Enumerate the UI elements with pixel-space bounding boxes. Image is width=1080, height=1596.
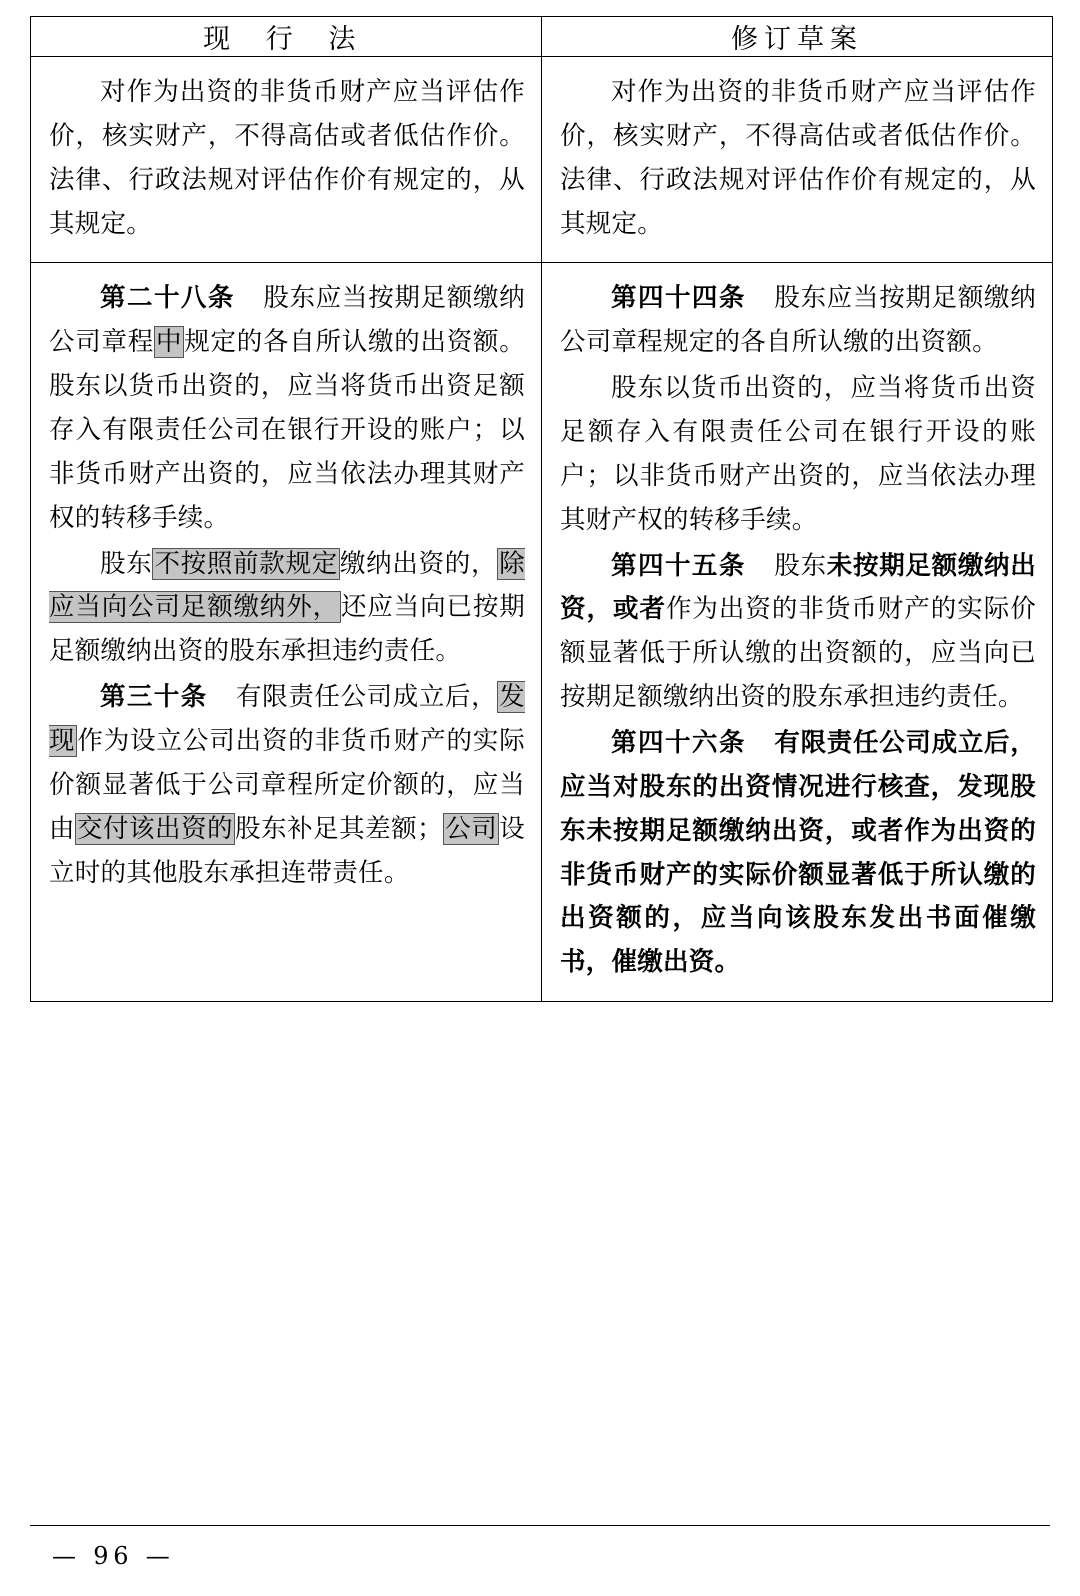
page-number: — 96 — (52, 1542, 175, 1570)
spacer (235, 277, 263, 321)
bold-text: ，或者 (586, 594, 666, 625)
paragraph (560, 367, 1036, 542)
column-header-revision-draft-label: 修订草案 (731, 24, 863, 55)
spacer (746, 722, 774, 766)
article-number: 第二十八条 (100, 283, 235, 314)
article-number: 第四十五条 (611, 550, 746, 581)
text-run: 还应当向已按期足额缴纳出资的股东承担违约责任。 (49, 592, 525, 667)
paragraph (560, 277, 1036, 365)
table-row (31, 263, 1053, 1002)
text-run: 对作为出资的非货币财产应当评估作价，核实财产，不得高估或者低估作价。法律、行政法规对评估作价有规定的，从其规定。 (560, 77, 1036, 239)
highlighted-text: 交付该出资的 (77, 813, 234, 844)
text-run: 缴纳出资的， (339, 548, 498, 579)
cell-revision-draft-2 (542, 263, 1053, 1002)
column-header-current-law (31, 17, 542, 57)
text-run: 作为出资的非货币财产的实际价额显著低于所认缴的出资额的，应当向已按期足额缴纳出资的股东承担违约责任。 (560, 594, 1036, 713)
table-row (31, 57, 1053, 263)
spacer (208, 676, 236, 720)
text-run: 股东以货币出资的，应当将货币出资足额存入有限责任公司在银行开设的账户；以非货币财产出资的，应当依法办理其财产权的转移手续。 (560, 373, 1036, 535)
highlighted-text: 除应当向公司足额缴纳外， (49, 548, 526, 623)
paragraph (49, 71, 525, 246)
text-run: 对作为出资的非货币财产应当评估作价，核实财产，不得高估或者低估作价。法律、行政法规对评估作价有规定的，从其规定。 (49, 77, 525, 239)
text-run: 股东应当按期足额缴纳公司章程 (49, 283, 525, 358)
article-number: 第三十条 (100, 682, 208, 713)
text-run: 作为设立公司出资的非货币财产的实际价额显著低于公司章程所定价额的，应当由 (49, 726, 525, 844)
highlighted-text: 中 (156, 327, 183, 358)
text-run: 有限责任公司成立后， (235, 682, 498, 713)
footer-divider (30, 1525, 1050, 1526)
text-run: 股东 (773, 550, 827, 581)
paragraph (560, 545, 1036, 720)
paragraph (49, 543, 525, 675)
bold-text: 未按期足额缴纳出资 (560, 550, 1037, 625)
cell-content (31, 263, 541, 911)
paragraph (49, 277, 525, 540)
paragraph (560, 71, 1036, 246)
cell-content (542, 57, 1052, 262)
bold-text: 有限责任公司成立后，应当对股东的出资情况进行核查，发现股东未按期足额缴纳出资，或者作为出资的非货币财产的实际价额显著低于所认缴的出资额的，应当向该股东发出书面催缴书，催缴出资。 (560, 728, 1036, 978)
comparison-table (30, 16, 1053, 1002)
highlighted-text: 发现 (49, 682, 525, 757)
article-number: 第四十四条 (611, 283, 746, 314)
text-run: 股东补足其差额； (235, 813, 443, 844)
text-run: 股东应当按期足额缴纳公司章程规定的各自所认缴的出资额。 (560, 283, 1036, 358)
cell-revision-draft-1 (542, 57, 1053, 263)
paragraph (560, 722, 1036, 985)
column-header-current-law-label: 现 行 法 (203, 24, 369, 55)
cell-content (31, 57, 541, 262)
cell-current-law-1 (31, 57, 542, 263)
text-run: 股东 (100, 548, 153, 579)
table-header-row (31, 17, 1053, 57)
paragraph (49, 676, 525, 895)
cell-content (542, 263, 1052, 1001)
highlighted-text: 公司 (444, 813, 498, 844)
highlighted-text: 不按照前款规定 (154, 548, 338, 579)
text-run: 设立时的其他股东承担连带责任。 (49, 813, 525, 888)
cell-current-law-2 (31, 263, 542, 1002)
article-number: 第四十六条 (611, 728, 746, 759)
spacer (746, 545, 774, 589)
text-run: 规定的各自所认缴的出资额。股东以货币出资的，应当将货币出资足额存入有限责任公司在银行开设的账户；以非货币财产出资的，应当依法办理其财产权的转移手续。 (49, 327, 525, 533)
column-header-revision-draft (542, 17, 1053, 57)
spacer (746, 277, 774, 321)
